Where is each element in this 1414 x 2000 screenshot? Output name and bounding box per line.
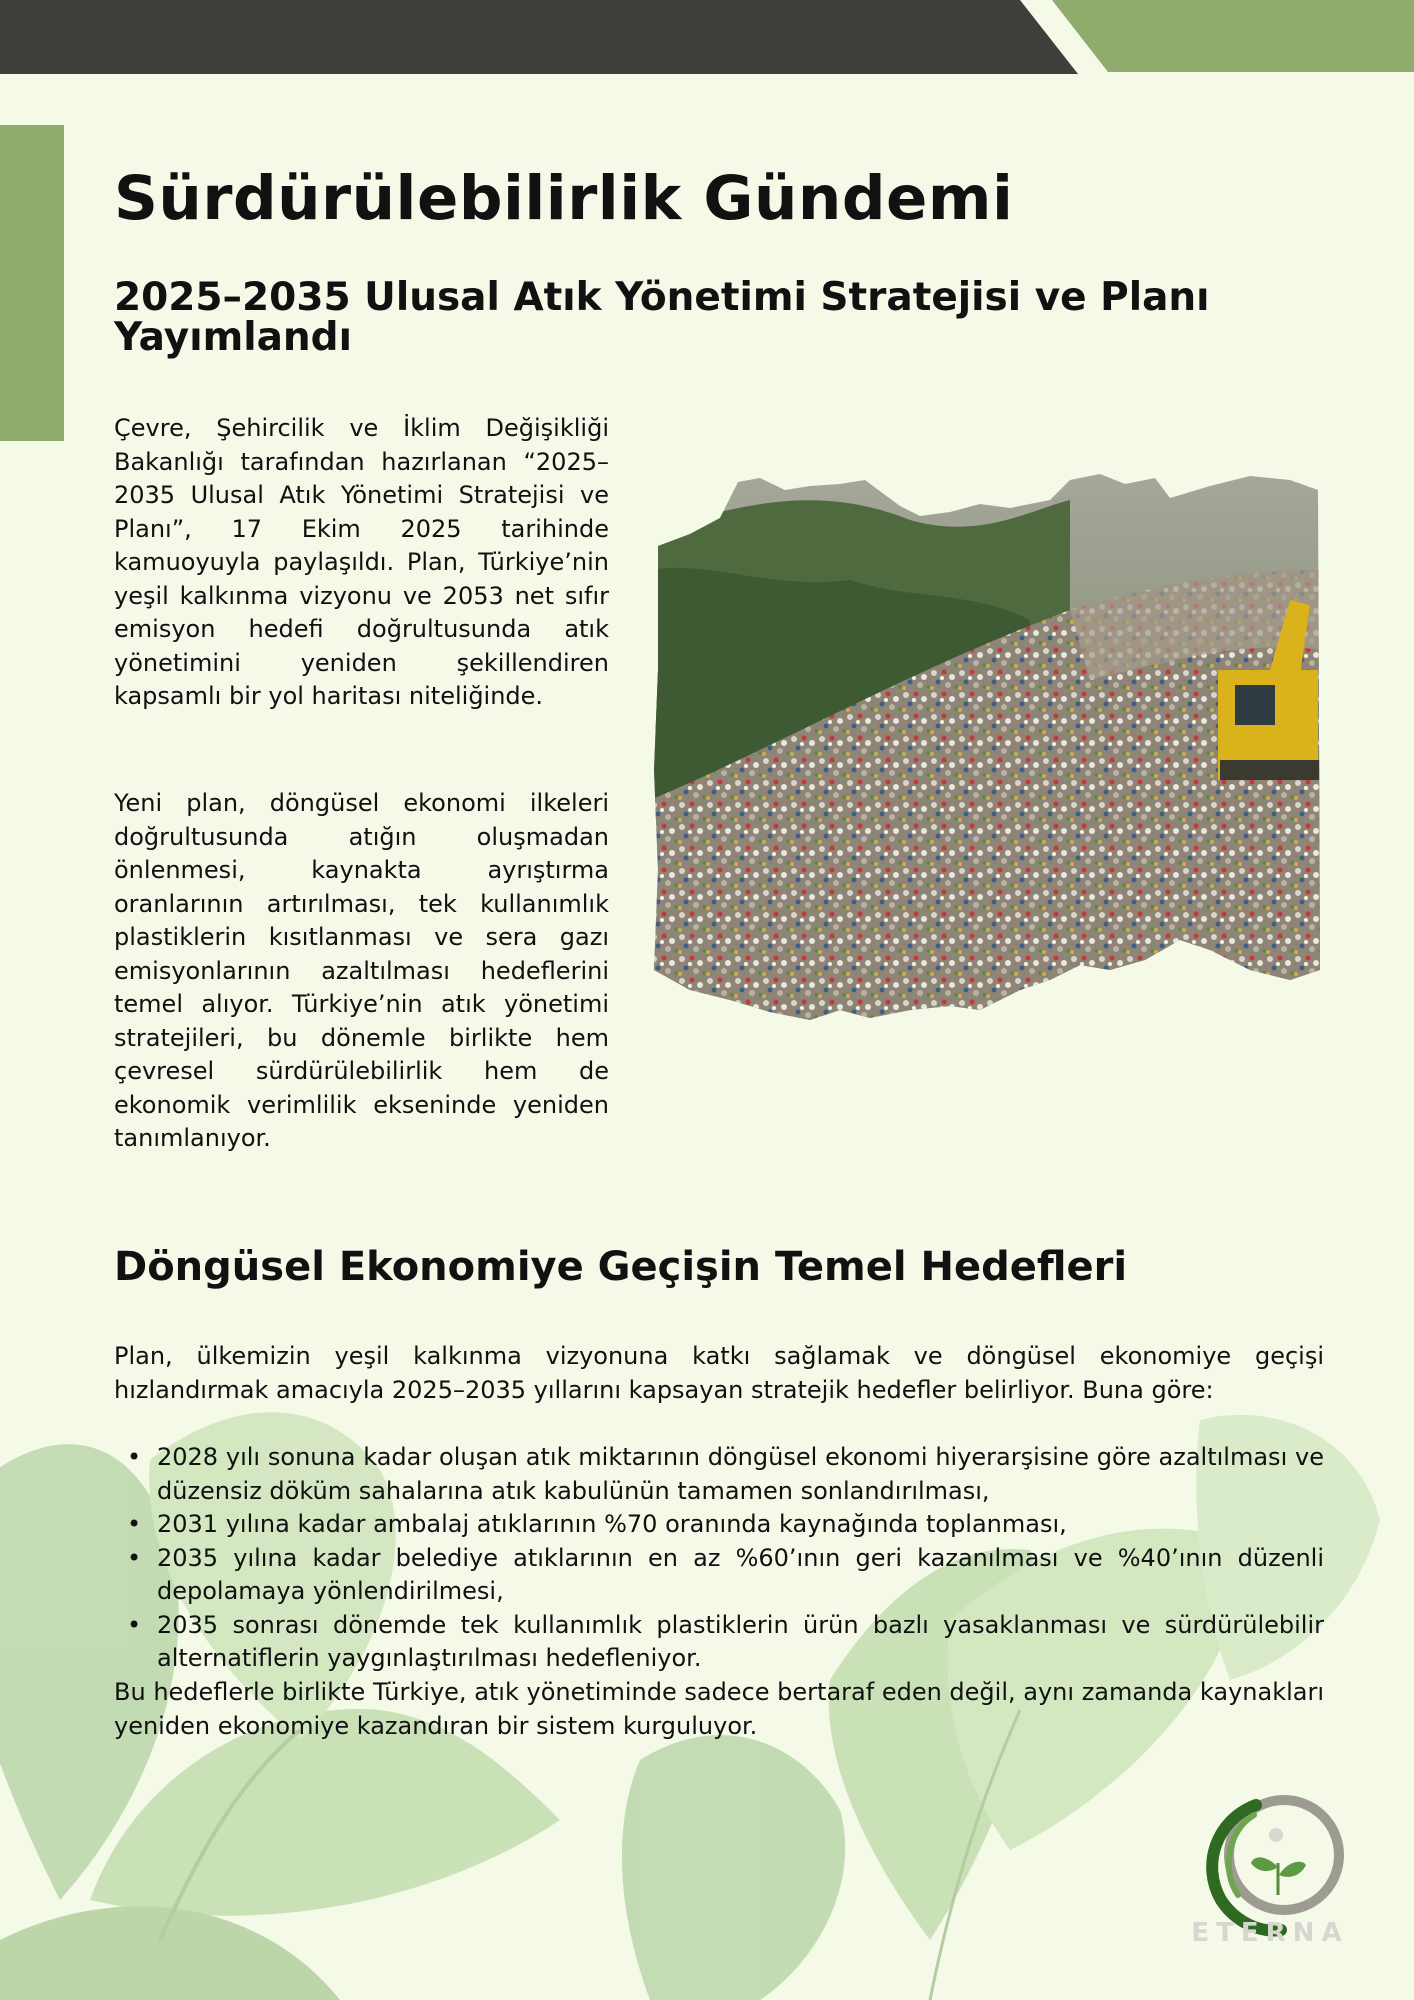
goal-text: 2031 yılına kadar ambalaj atıklarının %70 oranında kaynağında toplanması, — [157, 1510, 1067, 1538]
landfill-photo — [650, 470, 1322, 1030]
bullet-icon: • — [127, 1510, 142, 1538]
header-green-bar — [1052, 0, 1414, 72]
bullet-icon: • — [127, 1443, 142, 1471]
goal-text: 2028 yılı sonuna kadar oluşan atık miktarının döngüsel ekonomi hiyerarşisine göre azaltılması ve düzensiz döküm sahalarına atık kabulünün tamamen sonlandırılması, — [157, 1443, 1324, 1505]
side-accent-bar — [0, 125, 64, 441]
goal-item — [114, 1609, 1324, 1676]
header-band — [0, 0, 1414, 75]
bullet-icon: • — [127, 1543, 142, 1572]
goal-text: 2035 yılına kadar belediye atıklarının en az %60’ının geri kazanılması ve %40’ının düzenli depolamaya yönlendirilmesi, — [157, 1543, 1324, 1605]
goal-item — [114, 1441, 1324, 1508]
goals-intro: Plan, ülkemizin yeşil kalkınma vizyonuna katkı sağlamak ve döngüsel ekonomiye geçişi hızlandırmak amacıyla 2025–2035 yıllarını kapsayan stratejik hedefler belirliyor. Buna göre: — [114, 1342, 1324, 1404]
goals-list — [114, 1441, 1324, 1676]
bullet-icon: • — [127, 1610, 142, 1639]
page-title: Sürdürülebilirlik Gündemi — [114, 163, 1014, 234]
brand-name: ETERNA — [1191, 1918, 1349, 1948]
goals-heading: Döngüsel Ekonomiye Geçişin Temel Hedefleri — [114, 1244, 1128, 1290]
article-paragraph-1: Çevre, Şehircilik ve İklim Değişikliği Bakanlığı tarafından hazırlanan “2025–2035 Ulusal Atık Yönetimi Stratejisi ve Planı”, 17 Ekim 2025 tarihinde kamuoyuyla paylaşıldı. Plan, Türkiye’nin yeşil kalkınma vizyonu ve 2053 net sıfır emisyon hedefi doğrultusunda atık yönetimini yeniden şekillendiren kapsamlı bir yol haritası niteliğinde. — [114, 414, 609, 710]
goal-item — [114, 1508, 1324, 1542]
goal-item — [114, 1542, 1324, 1609]
goals-outro: Bu hedeflerle birlikte Türkiye, atık yönetiminde sadece bertaraf eden değil, aynı zamanda kaynakları yeniden ekonomiye kazandıran bir sistem kurguluyor. — [114, 1678, 1324, 1740]
header-dark-bar — [0, 0, 1078, 74]
article-paragraph-2: Yeni plan, döngüsel ekonomi ilkeleri doğrultusunda atığın oluşmadan önlenmesi, kaynakta ayrıştırma oranlarının artırılması, tek kullanımlık plastiklerin kısıtlanması ve sera gazı emisyonlarının azaltılması hedeflerini temel alıyor. Türkiye’nin atık yönetimi stratejileri, bu dönemle birlikte hem çevresel sürdürülebilirlik hem de ekonomik verimlilik ekseninde yeniden tanımlanıyor. — [114, 789, 609, 1152]
article-headline: 2025–2035 Ulusal Atık Yönetimi Stratejisi ve Planı Yayımlandı — [114, 275, 1210, 360]
goal-text: 2035 sonrası dönemde tek kullanımlık plastiklerin ürün bazlı yasaklanması ve sürdürülebilir alternatiflerin yaygınlaştırılması hedefleniyor. — [157, 1610, 1324, 1672]
